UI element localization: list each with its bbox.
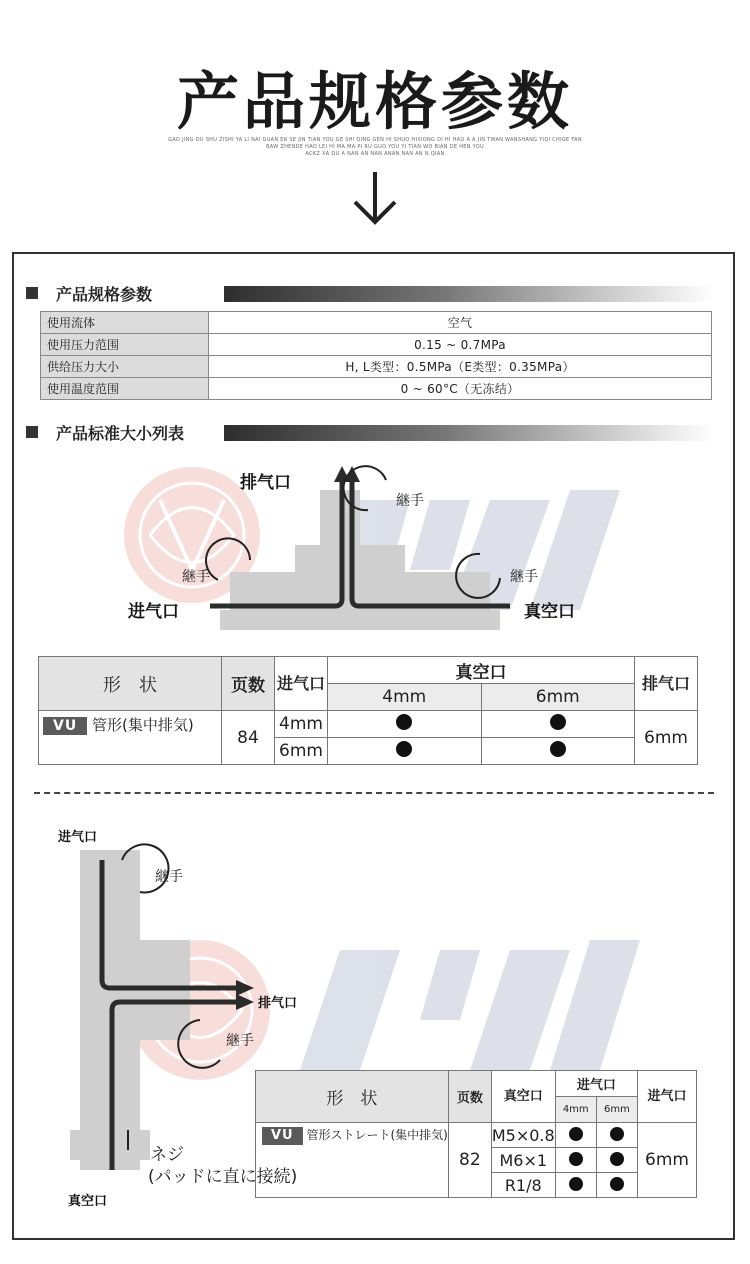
shape-name: 管形ストレート(集中排気) bbox=[306, 1128, 448, 1142]
header-inlet: 进气口 bbox=[275, 657, 328, 711]
page-title: 产品规格参数 bbox=[176, 65, 573, 138]
pages-cell: 82 bbox=[448, 1123, 491, 1198]
exhaust-label: 排气口 bbox=[240, 473, 291, 493]
shape-cell bbox=[256, 1123, 449, 1198]
header-inlet-2: 进气口 bbox=[638, 1071, 697, 1123]
header-shape: 形 状 bbox=[39, 657, 222, 711]
vu-badge: VU bbox=[43, 717, 87, 735]
fitting-label: 継手 bbox=[182, 569, 210, 585]
inlet-label: 进气口 bbox=[58, 830, 98, 845]
spec-value: H, L类型：0.5MPa（E类型：0.35MPa） bbox=[209, 356, 712, 378]
spec-key: 供给压力大小 bbox=[41, 356, 209, 378]
screw-label: ネジ bbox=[150, 1145, 184, 1165]
fitting-label: 継手 bbox=[396, 493, 424, 509]
available-dot-icon bbox=[569, 1127, 583, 1141]
header-vacuum: 真空口 bbox=[328, 657, 635, 684]
spec-value: 0 ~ 60°C（无冻结） bbox=[209, 378, 712, 400]
table-row bbox=[39, 711, 698, 738]
available-dot-icon bbox=[610, 1177, 624, 1191]
spec-value: 空气 bbox=[209, 312, 712, 334]
availability-cell bbox=[596, 1123, 637, 1148]
header-exhaust: 排气口 bbox=[635, 657, 698, 711]
available-dot-icon bbox=[569, 1152, 583, 1166]
header-inlet-6mm: 6mm bbox=[596, 1097, 637, 1123]
available-dot-icon bbox=[550, 741, 566, 757]
table-row bbox=[41, 312, 712, 334]
shape-cell bbox=[39, 711, 222, 765]
availability-cell bbox=[328, 738, 482, 765]
size-section-heading bbox=[26, 421, 714, 443]
fitting-label: 継手 bbox=[226, 1033, 254, 1049]
availability-cell bbox=[555, 1148, 596, 1173]
table-row bbox=[41, 378, 712, 400]
available-dot-icon bbox=[396, 741, 412, 757]
subtitle-text bbox=[150, 137, 600, 158]
available-dot-icon bbox=[610, 1127, 624, 1141]
vacuum-cell: M6×1 bbox=[491, 1148, 555, 1173]
spec-key: 使用流体 bbox=[41, 312, 209, 334]
ejector-body bbox=[70, 850, 190, 1170]
fitting-label: 継手 bbox=[510, 569, 538, 585]
header-inlet-4mm: 4mm bbox=[555, 1097, 596, 1123]
vacuum-label: 真空口 bbox=[68, 1194, 108, 1209]
header-vacuum-4mm: 4mm bbox=[328, 684, 482, 711]
available-dot-icon bbox=[610, 1152, 624, 1166]
inlet-cell: 6mm bbox=[275, 738, 328, 765]
vacuum-cell: M5×0.8 bbox=[491, 1123, 555, 1148]
dashed-divider bbox=[34, 792, 714, 794]
availability-cell bbox=[555, 1123, 596, 1148]
spec-value: 0.15 ~ 0.7MPa bbox=[209, 334, 712, 356]
available-dot-icon bbox=[569, 1177, 583, 1191]
inlet-cell: 4mm bbox=[275, 711, 328, 738]
header-pages: 页数 bbox=[448, 1071, 491, 1123]
header-inlet: 进气口 bbox=[555, 1071, 637, 1097]
available-dot-icon bbox=[396, 714, 412, 730]
table-row bbox=[256, 1071, 697, 1097]
exhaust-label: 排气口 bbox=[258, 996, 298, 1011]
square-bullet-icon bbox=[26, 287, 38, 299]
header-pages: 页数 bbox=[222, 657, 275, 711]
subtitle-line: GAO JING DU SHU ZISHI YA LI NAI GUAN ER SE JIN TIAN YOU GE SHI QING GEN HI SHUO HIXIONG DI HI HAO A A JIN TWAN WANSHANG YIQI CHIGE FAN bbox=[168, 137, 582, 143]
gradient-bar bbox=[224, 286, 714, 302]
pages-cell: 84 bbox=[222, 711, 275, 765]
exhaust-cell: 6mm bbox=[635, 711, 698, 765]
spec-key: 使用温度范围 bbox=[41, 378, 209, 400]
spec-section-heading bbox=[26, 282, 714, 304]
vacuum-label: 真空口 bbox=[524, 602, 575, 622]
table-row bbox=[256, 1123, 697, 1148]
inlet2-cell: 6mm bbox=[638, 1123, 697, 1198]
availability-cell bbox=[555, 1173, 596, 1198]
watermark-letters bbox=[300, 940, 640, 1070]
shape-name: 管形(集中排気) bbox=[91, 716, 194, 734]
subtitle-line: ACKZ XA QU A NAN AN NAN ANAN NAN AN N QIAN bbox=[305, 151, 445, 157]
header-vacuum-6mm: 6mm bbox=[481, 684, 635, 711]
available-dot-icon bbox=[550, 714, 566, 730]
diagram-ejector-t bbox=[110, 460, 670, 650]
size-section-title: 产品标准大小列表 bbox=[56, 424, 185, 443]
inlet-label: 进气口 bbox=[128, 602, 179, 622]
availability-cell bbox=[481, 738, 635, 765]
availability-cell bbox=[596, 1148, 637, 1173]
header-shape: 形 状 bbox=[256, 1071, 449, 1123]
spec-key: 使用压力范围 bbox=[41, 334, 209, 356]
header-vacuum: 真空口 bbox=[491, 1071, 555, 1123]
gradient-bar bbox=[224, 425, 714, 441]
square-bullet-icon bbox=[26, 426, 38, 438]
availability-cell bbox=[328, 711, 482, 738]
fitting-label: 継手 bbox=[155, 869, 183, 885]
table-row bbox=[41, 334, 712, 356]
spec-table bbox=[40, 311, 712, 400]
arrow-down-icon bbox=[345, 170, 405, 230]
table-row bbox=[41, 356, 712, 378]
screw-note: (パッドに直に接続) bbox=[148, 1167, 298, 1187]
size-table-2 bbox=[255, 1070, 697, 1198]
availability-cell bbox=[481, 711, 635, 738]
table-row bbox=[39, 657, 698, 684]
vu-badge: VU bbox=[262, 1127, 303, 1145]
availability-cell bbox=[596, 1173, 637, 1198]
size-table-1 bbox=[38, 656, 698, 765]
spec-section-title: 产品规格参数 bbox=[56, 285, 153, 304]
subtitle-line: BAW ZHENDE HAO LEI HI MA MA PI RU GUO YOU YI TIAN WO BIAN DE HEN YOU bbox=[266, 144, 484, 150]
vacuum-cell: R1/8 bbox=[491, 1173, 555, 1198]
